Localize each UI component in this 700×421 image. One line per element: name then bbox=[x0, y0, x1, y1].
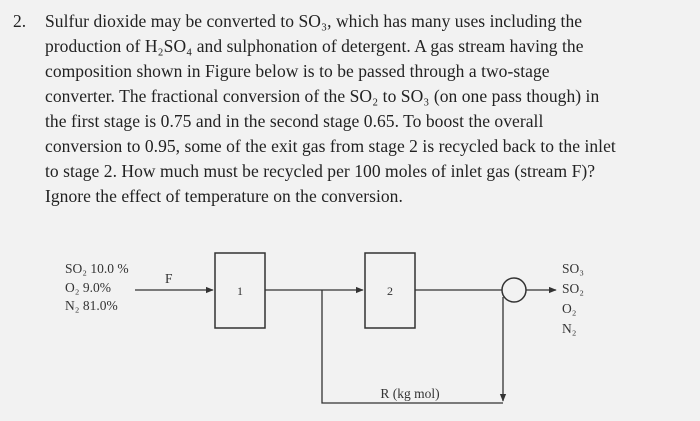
problem-line-6: conversion to 0.95, some of the exit gas from stage 2 is recycled back to the inlet bbox=[45, 136, 616, 156]
feed-composition-n2: N₂ 81.0% bbox=[65, 298, 118, 313]
problem-line-1: Sulfur dioxide may be converted to SO₃, which has many uses including the bbox=[45, 11, 583, 31]
recycle-stream-label: R (kg mol) bbox=[380, 386, 440, 401]
feed-composition-so2: SO₂ 10.0 % bbox=[65, 261, 129, 276]
stage-2-label: 2 bbox=[387, 284, 393, 298]
product-component-so2: SO₂ bbox=[562, 281, 584, 296]
question-number: 2. bbox=[13, 11, 27, 31]
problem-line-2: production of H₂SO₄ and sulphonation of detergent. A gas stream having the bbox=[45, 36, 584, 56]
problem-line-8: Ignore the effect of temperature on the conversion. bbox=[45, 186, 403, 206]
problem-line-4: converter. The fractional conversion of the SO₂ to SO₃ (on one pass though) in bbox=[45, 86, 600, 106]
product-component-n2: N₂ bbox=[562, 321, 577, 336]
product-component-so3: SO₃ bbox=[562, 261, 584, 276]
problem-line-3: composition shown in Figure below is to be passed through a two-stage bbox=[45, 61, 550, 81]
splitter-node bbox=[502, 278, 526, 302]
feed-composition-o2: O₂ 9.0% bbox=[65, 280, 111, 295]
feed-stream-label: F bbox=[165, 271, 173, 286]
problem-line-7: to stage 2. How much must be recycled per 100 moles of inlet gas (stream F)? bbox=[45, 161, 596, 181]
problem-line-5: the first stage is 0.75 and in the second stage 0.65. To boost the overall bbox=[45, 111, 544, 131]
product-component-o2: O₂ bbox=[562, 301, 577, 316]
stage-1-label: 1 bbox=[237, 284, 243, 298]
